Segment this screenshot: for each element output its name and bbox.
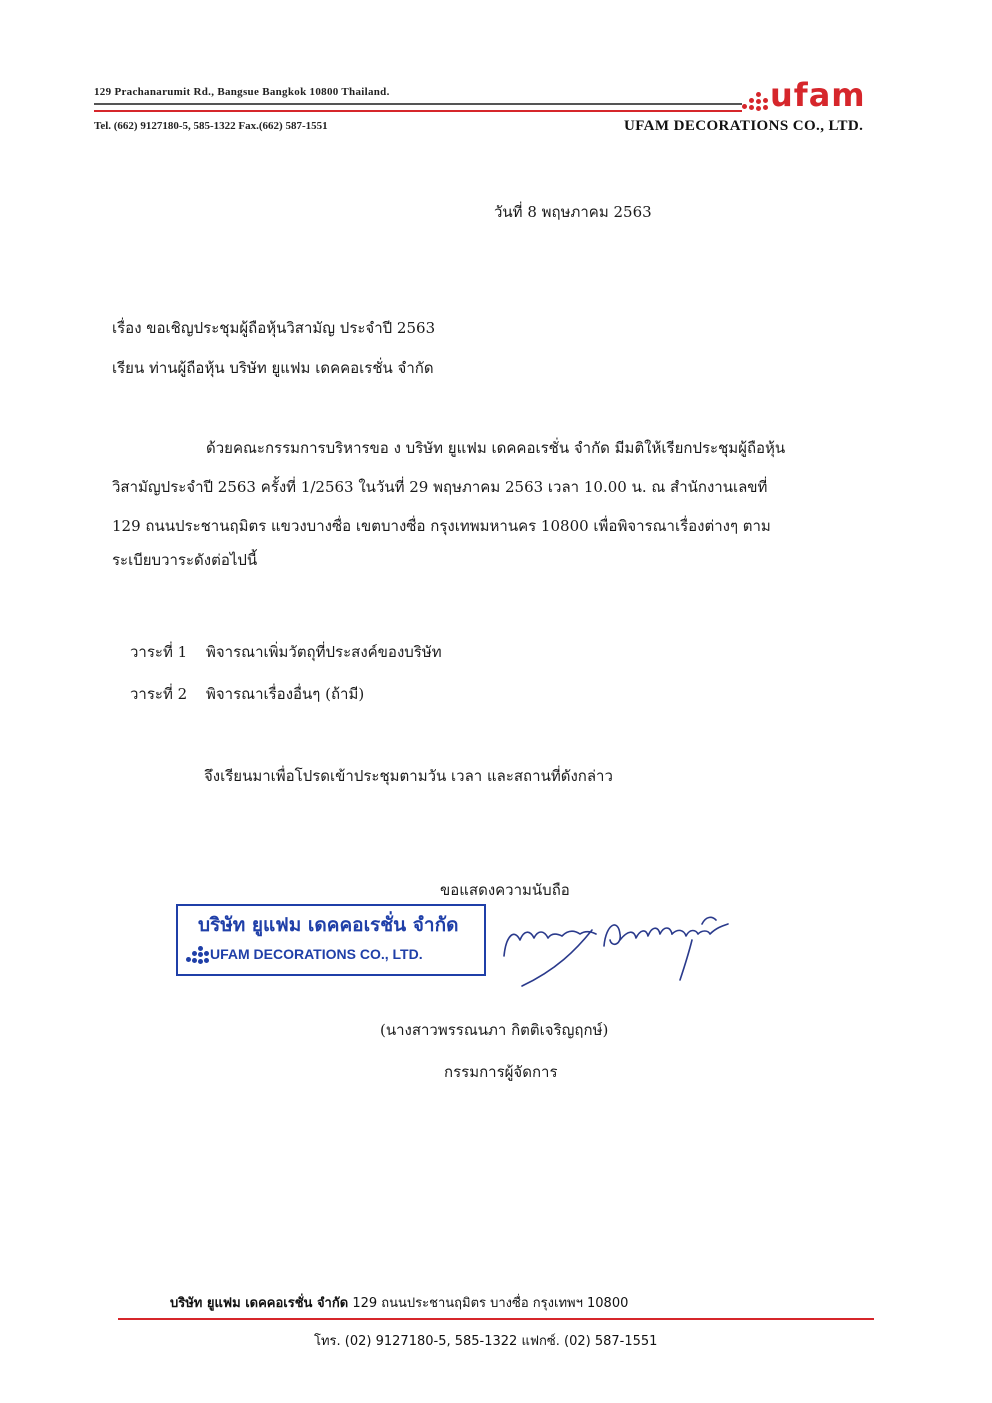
signer-title: กรรมการผู้จัดการ — [444, 1063, 558, 1081]
letterhead-red-rule — [94, 110, 742, 112]
company-name-en: UFAM DECORATIONS CO., LTD. — [624, 118, 864, 134]
body-line-3: 129 ถนนประชานฤมิตร แขวงบางซื่อ เขตบางซื่อ กรุงเทพมหานคร 10800 เพื่อพิจารณาเรื่องต่างๆ ตาม — [112, 517, 771, 535]
ufam-logo — [742, 76, 898, 116]
agenda-item — [130, 682, 364, 706]
agenda-item — [130, 640, 442, 664]
body-line-4: ระเบียบวาระดังต่อไปนี้ — [112, 551, 258, 569]
body-line-2: วิสามัญประจำปี 2563 ครั้งที่ 1/2563 ในวันที่ 29 พฤษภาคม 2563 เวลา 10.00 น. ณ สำนักงานเลขที่ — [112, 478, 768, 496]
footer-contact: โทร. (02) 9127180-5, 585-1322 แฟกซ์. (02) 587-1551 — [314, 1334, 658, 1349]
letter-closing: จึงเรียนมาเพื่อโปรดเข้าประชุมตามวัน เวลา และสถานที่ดังกล่าว — [204, 767, 613, 785]
agenda-text: พิจารณาเพิ่มวัตถุที่ประสงค์ของบริษัท — [206, 643, 442, 661]
letter-subject: เรื่อง ขอเชิญประชุมผู้ถือหุ้นวิสามัญ ประจำปี 2563 — [112, 319, 436, 337]
signature-icon — [496, 900, 756, 992]
agenda-number: วาระที่ 1 — [130, 643, 188, 661]
logo-wordmark: ufam — [770, 76, 866, 114]
letterhead-contact: Tel. (662) 9127180-5, 585-1322 Fax.(662) 587-1551 — [94, 120, 328, 132]
agenda-text: พิจารณาเรื่องอื่นๆ (ถ้ามี) — [206, 685, 365, 703]
body-line-1: ด้วยคณะกรรมการบริหารขอ ง บริษัท ยูแฟม เดคคอเรชั่น จำกัด มีมติให้เรียกประชุมผู้ถือหุ้น — [206, 439, 786, 457]
footer-company-name: บริษัท ยูแฟม เดคคอเรชั่น จำกัด — [170, 1296, 349, 1311]
company-stamp — [176, 904, 486, 976]
letter-salutation: เรียน ท่านผู้ถือหุ้น บริษัท ยูแฟม เดคคอเรชั่น จำกัด — [112, 359, 434, 377]
letterhead-rule — [94, 103, 742, 105]
logo-dots-icon — [742, 92, 768, 114]
letterhead-address: 129 Prachanarumit Rd., Bangsue Bangkok 10800 Thailand. — [94, 86, 390, 98]
letter-date: วันที่ 8 พฤษภาคม 2563 — [494, 203, 652, 221]
signer-name: (นางสาวพรรณนภา กิตติเจริญฤกษ์) — [380, 1021, 609, 1039]
stamp-thai-name: บริษัท ยูแฟม เดคคอเรชั่น จำกัด — [198, 914, 459, 936]
footer-red-rule — [118, 1318, 874, 1320]
stamp-dots-icon — [186, 946, 208, 966]
agenda-number: วาระที่ 2 — [130, 685, 188, 703]
letter-regards: ขอแสดงความนับถือ — [440, 881, 570, 899]
stamp-english-name: UFAM DECORATIONS CO., LTD. — [210, 946, 423, 962]
footer-address: 129 ถนนประชานฤมิตร บางซื่อ กรุงเทพฯ 10800 — [348, 1296, 629, 1311]
footer-company — [170, 1292, 628, 1313]
